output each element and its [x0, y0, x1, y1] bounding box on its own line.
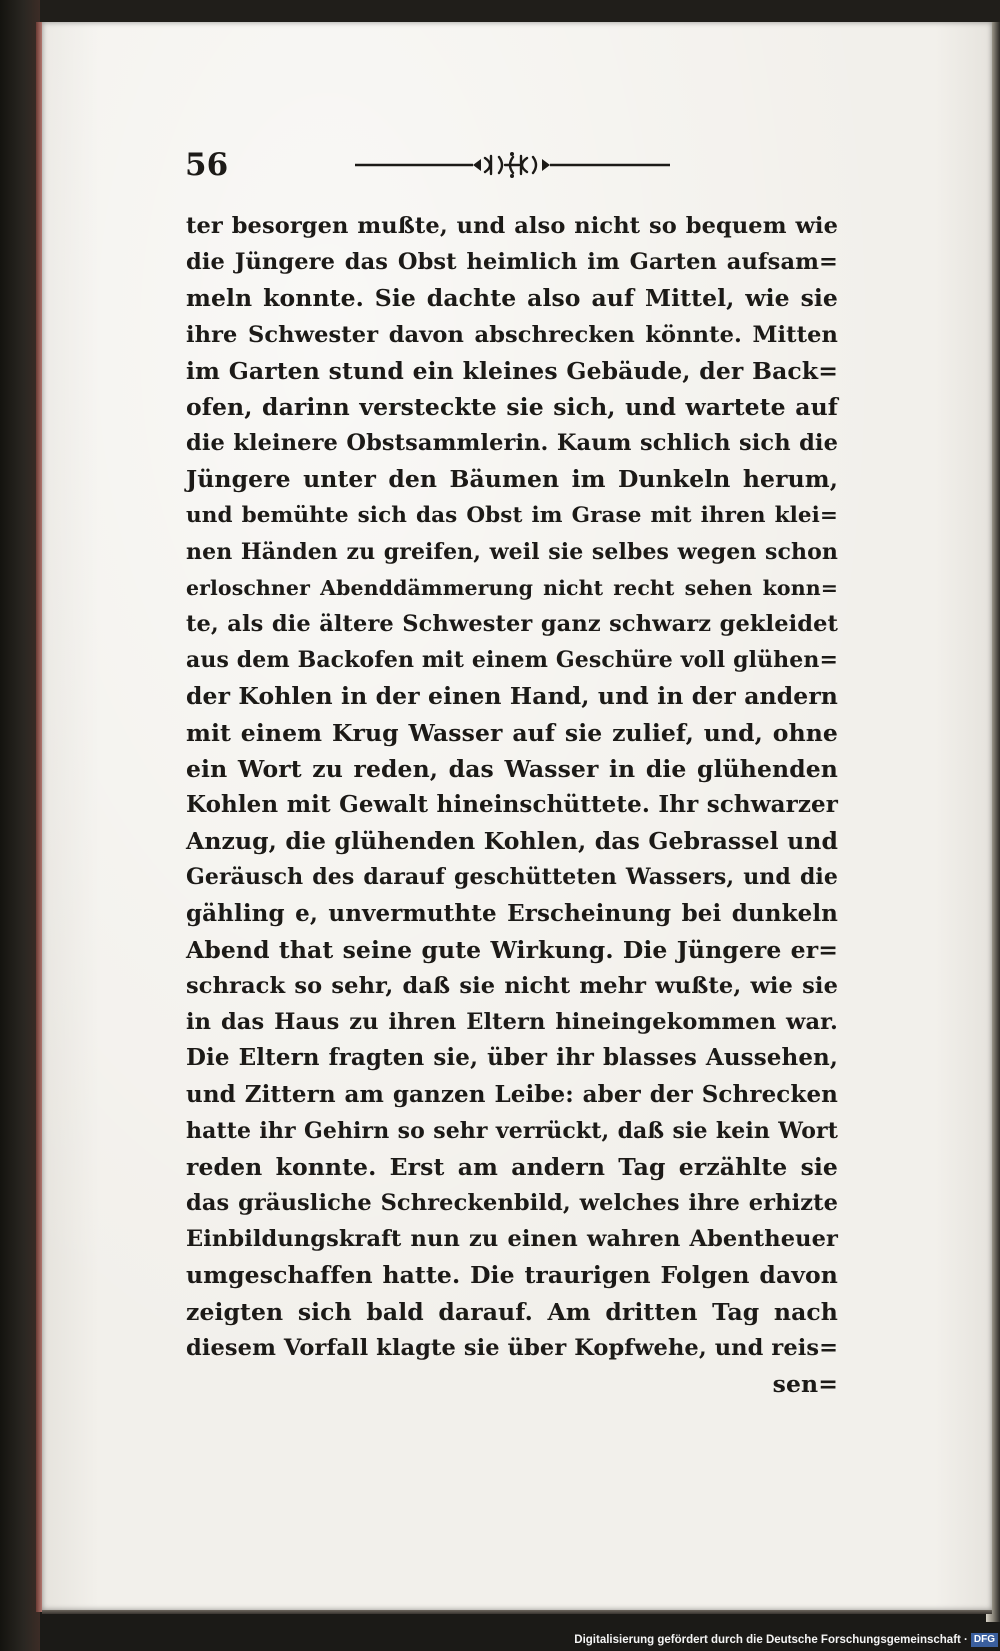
text-line: das gräusliche Schreckenbild, welches ihre erhizte: [186, 1190, 838, 1217]
text-line: hatte ihr Gehirn so sehr verrückt, daß sie kein Wort: [186, 1117, 838, 1144]
text-line: nen Händen zu greifen, weil sie selbes wegen schon: [186, 538, 838, 565]
dfg-badge: DFG: [971, 1633, 998, 1647]
text-line: reden konnte. Erst am andern Tag erzählte sie: [186, 1152, 838, 1181]
text-line: mit einem Krug Wasser auf sie zulief, und, ohne: [186, 718, 838, 747]
text-line: Anzug, die glühenden Kohlen, das Gebrassel und: [186, 827, 838, 856]
text-line: aus dem Backofen mit einem Geschüre voll glühen=: [186, 647, 838, 674]
text-line: Jüngere unter den Bäumen im Dunkeln herum,: [186, 465, 838, 494]
text-line: Kohlen mit Gewalt hineinschüttete. Ihr schwarzer: [186, 791, 838, 818]
page-body-text: [186, 208, 838, 1402]
text-line: diesem Vorfall klagte sie über Kopfwehe, und reis=: [186, 1334, 839, 1361]
text-line: te, als die ältere Schwester ganz schwarz gekleidet: [186, 611, 838, 638]
text-line: ihre Schwester davon abschrecken könnte. Mitten: [186, 321, 838, 348]
text-line: der Kohlen in der einen Hand, und in der andern: [186, 682, 838, 711]
page-header: [185, 148, 670, 188]
text-line: Einbildungskraft nun zu einen wahren Abentheuer: [186, 1226, 838, 1253]
text-line: und bemühte sich das Obst im Grase mit ihren klei=: [186, 502, 838, 528]
catchword: sen=: [772, 1370, 838, 1398]
text-line: ein Wort zu reden, das Wasser in die glühenden: [186, 754, 838, 783]
header-ornament-icon: [355, 148, 670, 182]
text-line: zeigten sich bald darauf. Am dritten Tag nach: [186, 1297, 838, 1326]
book-binding-left: [0, 0, 40, 1651]
text-line: umgeschaffen hatte. Die traurigen Folgen davon: [186, 1261, 838, 1290]
book-binding-top: [0, 0, 1000, 22]
text-line: Die Eltern fragten sie, über ihr blasses Aussehen,: [186, 1044, 838, 1072]
text-line: im Garten stund ein kleines Gebäude, der Back=: [186, 356, 838, 385]
text-line: erloschner Abenddämmerung nicht recht sehen konn=: [186, 575, 838, 600]
text-line: meln konnte. Sie dachte also auf Mittel, wie sie: [186, 284, 838, 313]
text-line: Abend that seine gute Wirkung. Die Jüngere er=: [186, 935, 838, 964]
text-line: und Zittern am ganzen Leibe: aber der Schrecken: [186, 1080, 838, 1108]
digitization-credit: [570, 1631, 998, 1649]
text-line: in das Haus zu ihren Eltern hineingekommen war.: [186, 1009, 838, 1036]
credit-text: Digitalisierung gefördert durch die Deutsche Forschungsgemeinschaft ·: [574, 1634, 968, 1646]
text-line: Geräusch des darauf geschütteten Wassers, und die: [186, 864, 838, 891]
text-line: ter besorgen mußte, und also nicht so bequem wie: [186, 213, 838, 239]
text-line: die Jüngere das Obst heimlich im Garten aufsam=: [186, 249, 838, 276]
text-line: die kleinere Obstsammlerin. Kaum schlich sich die: [186, 430, 838, 457]
text-line: ofen, darinn versteckte sie sich, und wartete auf: [186, 392, 838, 421]
text-line: schrack so sehr, daß sie nicht mehr wußte, wie sie: [186, 972, 838, 999]
text-line: gähling e, unvermuthte Erscheinung bei dunkeln: [186, 899, 838, 927]
page-number: 56: [185, 147, 229, 183]
